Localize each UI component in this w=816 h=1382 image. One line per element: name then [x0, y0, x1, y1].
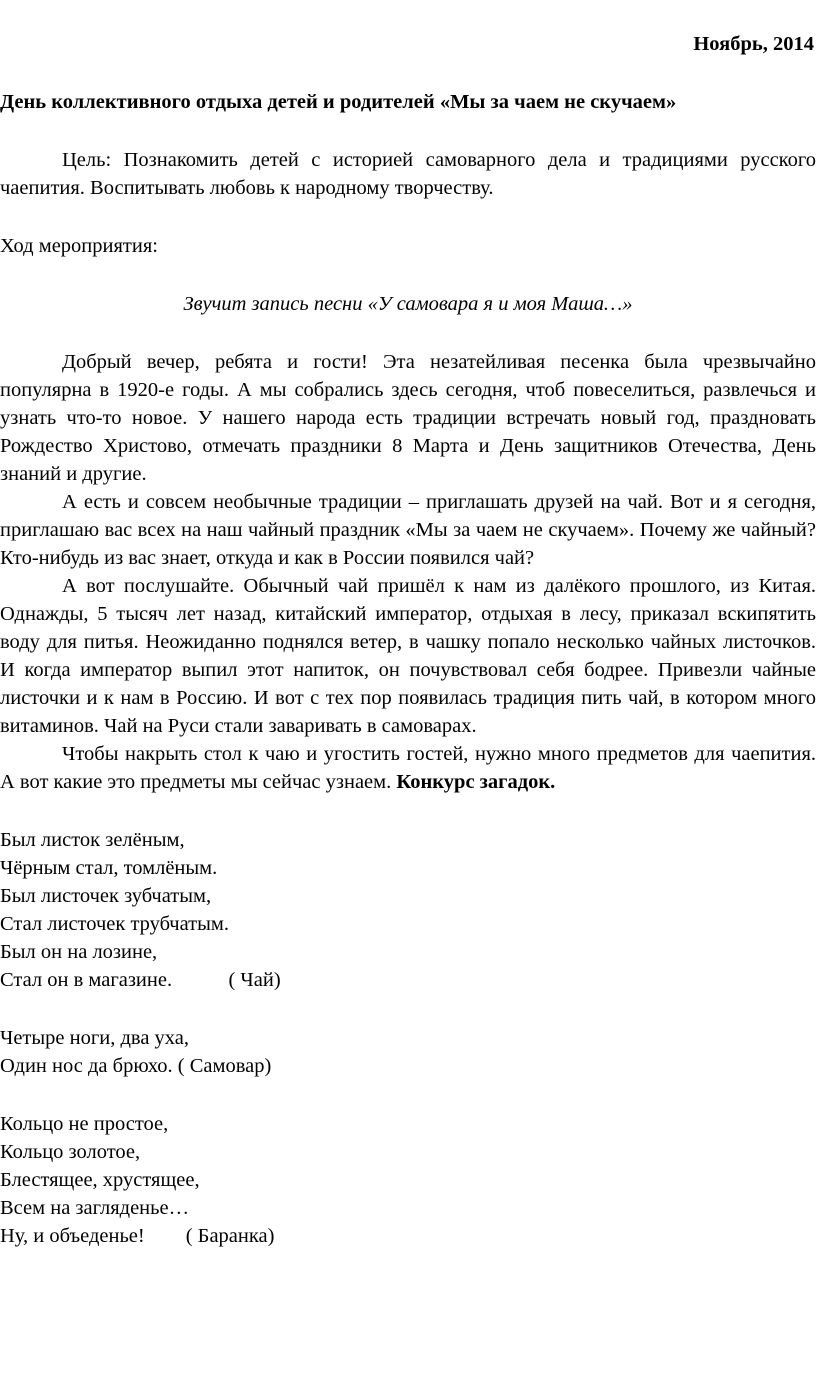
riddle-line: Кольцо не простое, [0, 1113, 169, 1135]
course-label: Ход мероприятия: [0, 235, 158, 257]
riddle-samovar [0, 1024, 816, 1080]
riddle-line: Был он на лозине, [0, 941, 158, 963]
section-gap [0, 1080, 816, 1110]
paragraph-history: А вот послушайте. Обычный чай пришёл к нам из далёкого прошлого, из Китая. Однажды, 5 тысяч лет назад, китайский император, отдыхая в лесу, приказал вскипятить воду для питья. Неожиданно поднялся ветер, в чашку попало несколько чайных листочков. И когда император выпил этот напиток, он почувствовал себя бодрее. Привезли чайные листочки и к нам в Россию. И вот с тех пор появилась традиция пить чай, в котором много витаминов. Чай на Руси стали заваривать в самоварах. [0, 575, 816, 737]
riddle-line: Стал листочек трубчатым. [0, 913, 229, 935]
paragraph-traditions: А есть и совсем необычные традиции – приглашать друзей на чай. Вот и я сегодня, приглашаю вас всех на наш чайный праздник «Мы за чаем не скучаем». Почему же чайный? Кто-нибудь из вас знает, откуда и как в России появился чай? [0, 491, 816, 569]
riddle-line: Чёрным стал, томлёным. [0, 857, 218, 879]
document-date: Ноябрь, 2014 [693, 33, 814, 55]
document-title: День коллективного отдыха детей и родителей «Мы за чаем не скучаем» [0, 91, 677, 113]
riddle-baranka [0, 1110, 816, 1250]
riddle-line: Был листок зелёным, [0, 829, 185, 851]
riddle-line: Четыре ноги, два уха, [0, 1027, 189, 1049]
riddle-line: Ну, и объеденье! ( Баранка) [0, 1225, 275, 1247]
riddle-line: Кольцо золотое, [0, 1141, 141, 1163]
song-note: Звучит запись песни «У самовара я и моя Маша…» [183, 293, 633, 315]
riddle-line: Был листочек зубчатым, [0, 885, 212, 907]
section-gap [0, 994, 816, 1024]
contest-intro-text: Чтобы накрыть стол к чаю и угостить гостей, нужно много предметов для чаепития. А вот какие это предметы мы сейчас узнаем. [0, 743, 816, 793]
contest-title: Конкурс загадок. [396, 771, 556, 793]
goal-paragraph: Цель: Познакомить детей с историей самоварного дела и традициями русского чаепития. Воспитывать любовь к народному творчеству. [0, 149, 816, 199]
riddle-line: Один нос да брюхо. ( Самовар) [0, 1055, 272, 1077]
paragraph-greeting: Добрый вечер, ребята и гости! Эта незатейливая песенка была чрезвычайно популярна в 1920-е годы. А мы собрались здесь сегодня, чтоб повеселиться, развлечься и узнать что-то новое. У нашего народа есть традиции встречать новый год, праздновать Рождество Христово, отмечать праздники 8 Марта и День защитников Отечества, День знаний и другие. [0, 351, 816, 485]
riddle-line: Блестящее, хрустящее, [0, 1169, 200, 1191]
riddle-line: Всем на загляденье… [0, 1197, 190, 1219]
riddle-line: Стал он в магазине. ( Чай) [0, 969, 281, 991]
paragraph-contest [0, 740, 816, 796]
riddle-tea [0, 826, 816, 994]
section-gap [0, 796, 816, 826]
